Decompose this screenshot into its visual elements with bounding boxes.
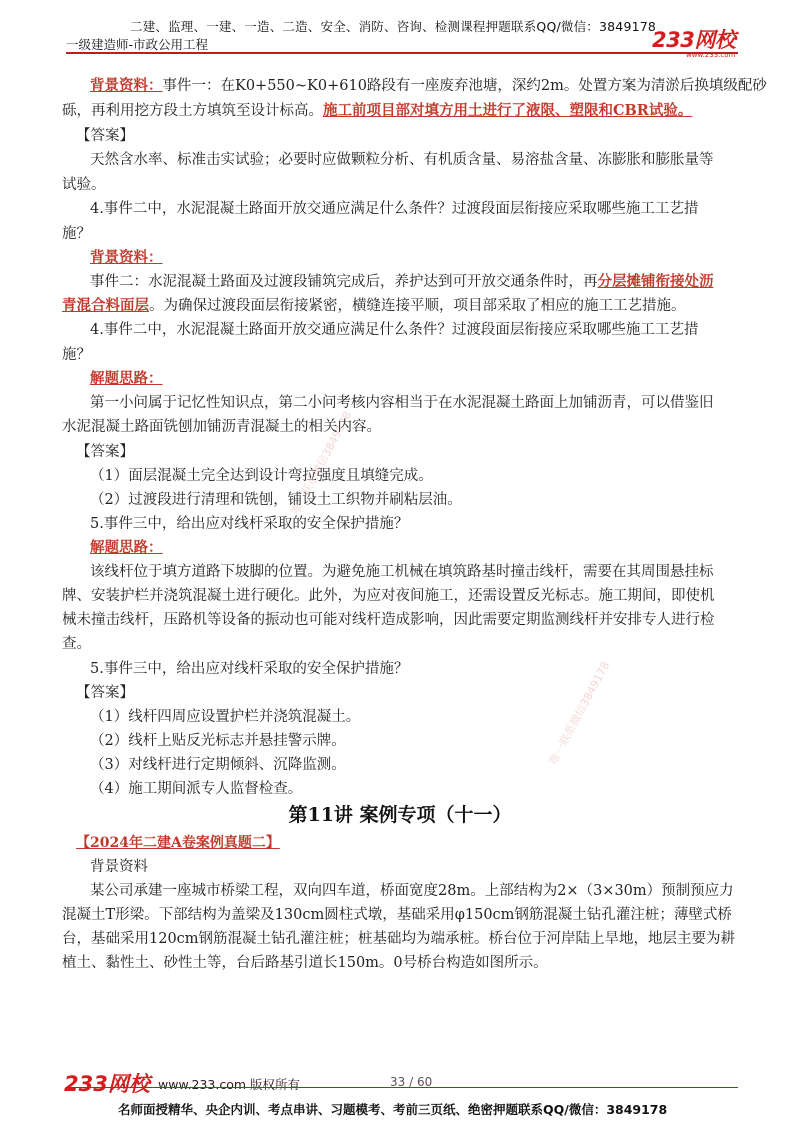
page-number: 33 / 60 xyxy=(390,1075,433,1089)
question-line: 4.事件二中，水泥混凝土路面开放交通应满足什么条件？过渡段面层衔接应采取哪些施工工艺措 xyxy=(90,322,699,338)
body-line-14: 第一小问属于记忆性知识点，第二小问考核内容相当于在水泥混凝土路面上加铺沥青，可以借鉴旧 xyxy=(90,395,714,411)
body-line-09 xyxy=(90,272,714,292)
background-label xyxy=(90,248,163,268)
body-line-34: 台，基础采用120cm钢筋混凝土钻孔灌注桩；桩基础均为端承桩。桥台位于河岸陆上旱地，地层主要为耕 xyxy=(62,931,736,947)
body-line-24: 查。 xyxy=(62,636,91,652)
highlight-text: 施工前项目部对填方用土进行了液限、塑限和CBR试验。 xyxy=(323,102,693,119)
background-label: 背景资料： xyxy=(90,77,163,94)
question-line: 5.事件三中，给出应对线杆采取的安全保护措施？ xyxy=(90,516,409,532)
body-line-32: 某公司承建一座城市桥梁工程，双向四车道，桥面宽度28m。上部结构为2×（3×30m）预制预应力 xyxy=(90,883,734,899)
header-logo-url: www.233.com xyxy=(686,51,736,59)
answer-item: （4）施工期间派专人监督检查。 xyxy=(90,781,303,797)
line-text: 砾，再利用挖方段土方填筑至设计标高。 xyxy=(62,103,323,119)
answer-item: （3）对线杆进行定期倾斜、沉降监测。 xyxy=(90,757,346,773)
header-promo-text: 二建、监理、一建、一造、二造、安全、消防、咨询、检测课程押题联系QQ/微信：3849178 xyxy=(130,19,657,34)
question-line: 4.事件二中，水泥混凝土路面开放交通应满足什么条件？过渡段面层衔接应采取哪些施工工艺措 xyxy=(90,201,699,217)
body-line-01 xyxy=(90,76,767,96)
watermark-b: 唯一联系微信3849178 xyxy=(546,659,613,768)
footer-logo: 233网校 xyxy=(64,1072,150,1096)
answer-item: （2）线杆上贴反光标志并悬挂警示牌。 xyxy=(90,733,346,749)
case-tag xyxy=(76,833,280,853)
solution-label-text: 解题思路： xyxy=(90,370,163,387)
line-text: 事件二：水泥混凝土路面及过渡段铺筑完成后，养护达到可开放交通条件时，再 xyxy=(90,274,598,290)
solution-label xyxy=(90,369,163,389)
highlight-text: 分层摊铺衔接处沥 xyxy=(597,273,714,290)
watermark-a: 唯一联系微信3849178 xyxy=(288,409,355,518)
footer-site-text: www.233.com 版权所有 xyxy=(158,1077,300,1092)
body-line-21: 该线杆位于填方道路下坡脚的位置。为避免施工机械在填筑路基时撞击线杆，需要在其周围悬挂标 xyxy=(90,564,714,580)
question-line: 施？ xyxy=(62,226,91,242)
question-line: 施？ xyxy=(62,347,91,363)
header-logo-text: 233网校 xyxy=(652,28,736,52)
body-line-35: 植土、黏性土、砂性土等，台后路基引道长150m。0号桥台构造如图所示。 xyxy=(62,955,548,971)
body-line-33: 混凝土T形梁。下部结构为盖梁及130cm圆柱式墩，基础采用φ150cm钢筋混凝土钻孔灌注桩；薄壁式桥 xyxy=(62,907,732,923)
body-line-02 xyxy=(62,101,692,121)
header-divider xyxy=(66,52,738,54)
answer-item: （1）面层混凝土完全达到设计弯拉强度且填缝完成。 xyxy=(90,468,433,484)
solution-label xyxy=(90,538,163,558)
section-title: 第11讲 案例专项（十一） xyxy=(288,804,512,826)
answer-heading: 【答案】 xyxy=(76,685,134,701)
body-line-22: 牌、安装护栏并浇筑混凝土进行硬化。此外，为应对夜间施工，还需设置反光标志。施工期间，即使机 xyxy=(62,588,715,604)
highlight-text: 青混合料面层 xyxy=(62,297,149,314)
case-tag-text: 【2024年二建A卷案例真题二】 xyxy=(76,835,280,851)
question-line: 5.事件三中，给出应对线杆采取的安全保护措施？ xyxy=(90,661,409,677)
body-line-05: 试验。 xyxy=(62,177,106,193)
answer-item: （1）线杆四周应设置护栏并浇筑混凝土。 xyxy=(90,709,361,725)
body-line-15: 水泥混凝土路面铣刨加铺沥青混凝土的相关内容。 xyxy=(62,419,381,435)
answer-heading: 【答案】 xyxy=(76,128,134,144)
body-line-04: 天然含水率、标准击实试验；必要时应做颗粒分析、有机质含量、易溶盐含量、冻膨胀和膨胀量等 xyxy=(90,152,714,168)
line-text: 。为确保过渡段面层衔接紧密，横缝连接平顺，项目部采取了相应的施工工艺措施。 xyxy=(149,298,686,314)
body-line-23: 械未撞击线杆，压路机等设备的振动也可能对线杆造成影响，因此需要定期监测线杆并安排专人进行检 xyxy=(62,612,715,628)
background-heading: 背景资料 xyxy=(90,859,148,875)
answer-item: （2）过渡段进行清理和铣刨，铺设土工织物并刷粘层油。 xyxy=(90,492,462,508)
answer-heading: 【答案】 xyxy=(76,444,134,460)
footer-divider xyxy=(66,1087,738,1088)
body-line-10 xyxy=(62,296,686,316)
line-text: 事件一：在K0+550~K0+610路段有一座废弃池塘，深约2m。处置方案为清淤后换填级配砂 xyxy=(162,78,767,94)
background-label-text: 背景资料： xyxy=(90,249,163,266)
header-subtitle: 一级建造师-市政公用工程 xyxy=(66,37,209,52)
solution-label-text: 解题思路： xyxy=(90,539,163,556)
footer-promo-text: 名师面授精华、央企内训、考点串讲、习题模考、考前三页纸、绝密押题联系QQ/微信：3849178 xyxy=(118,1102,668,1117)
